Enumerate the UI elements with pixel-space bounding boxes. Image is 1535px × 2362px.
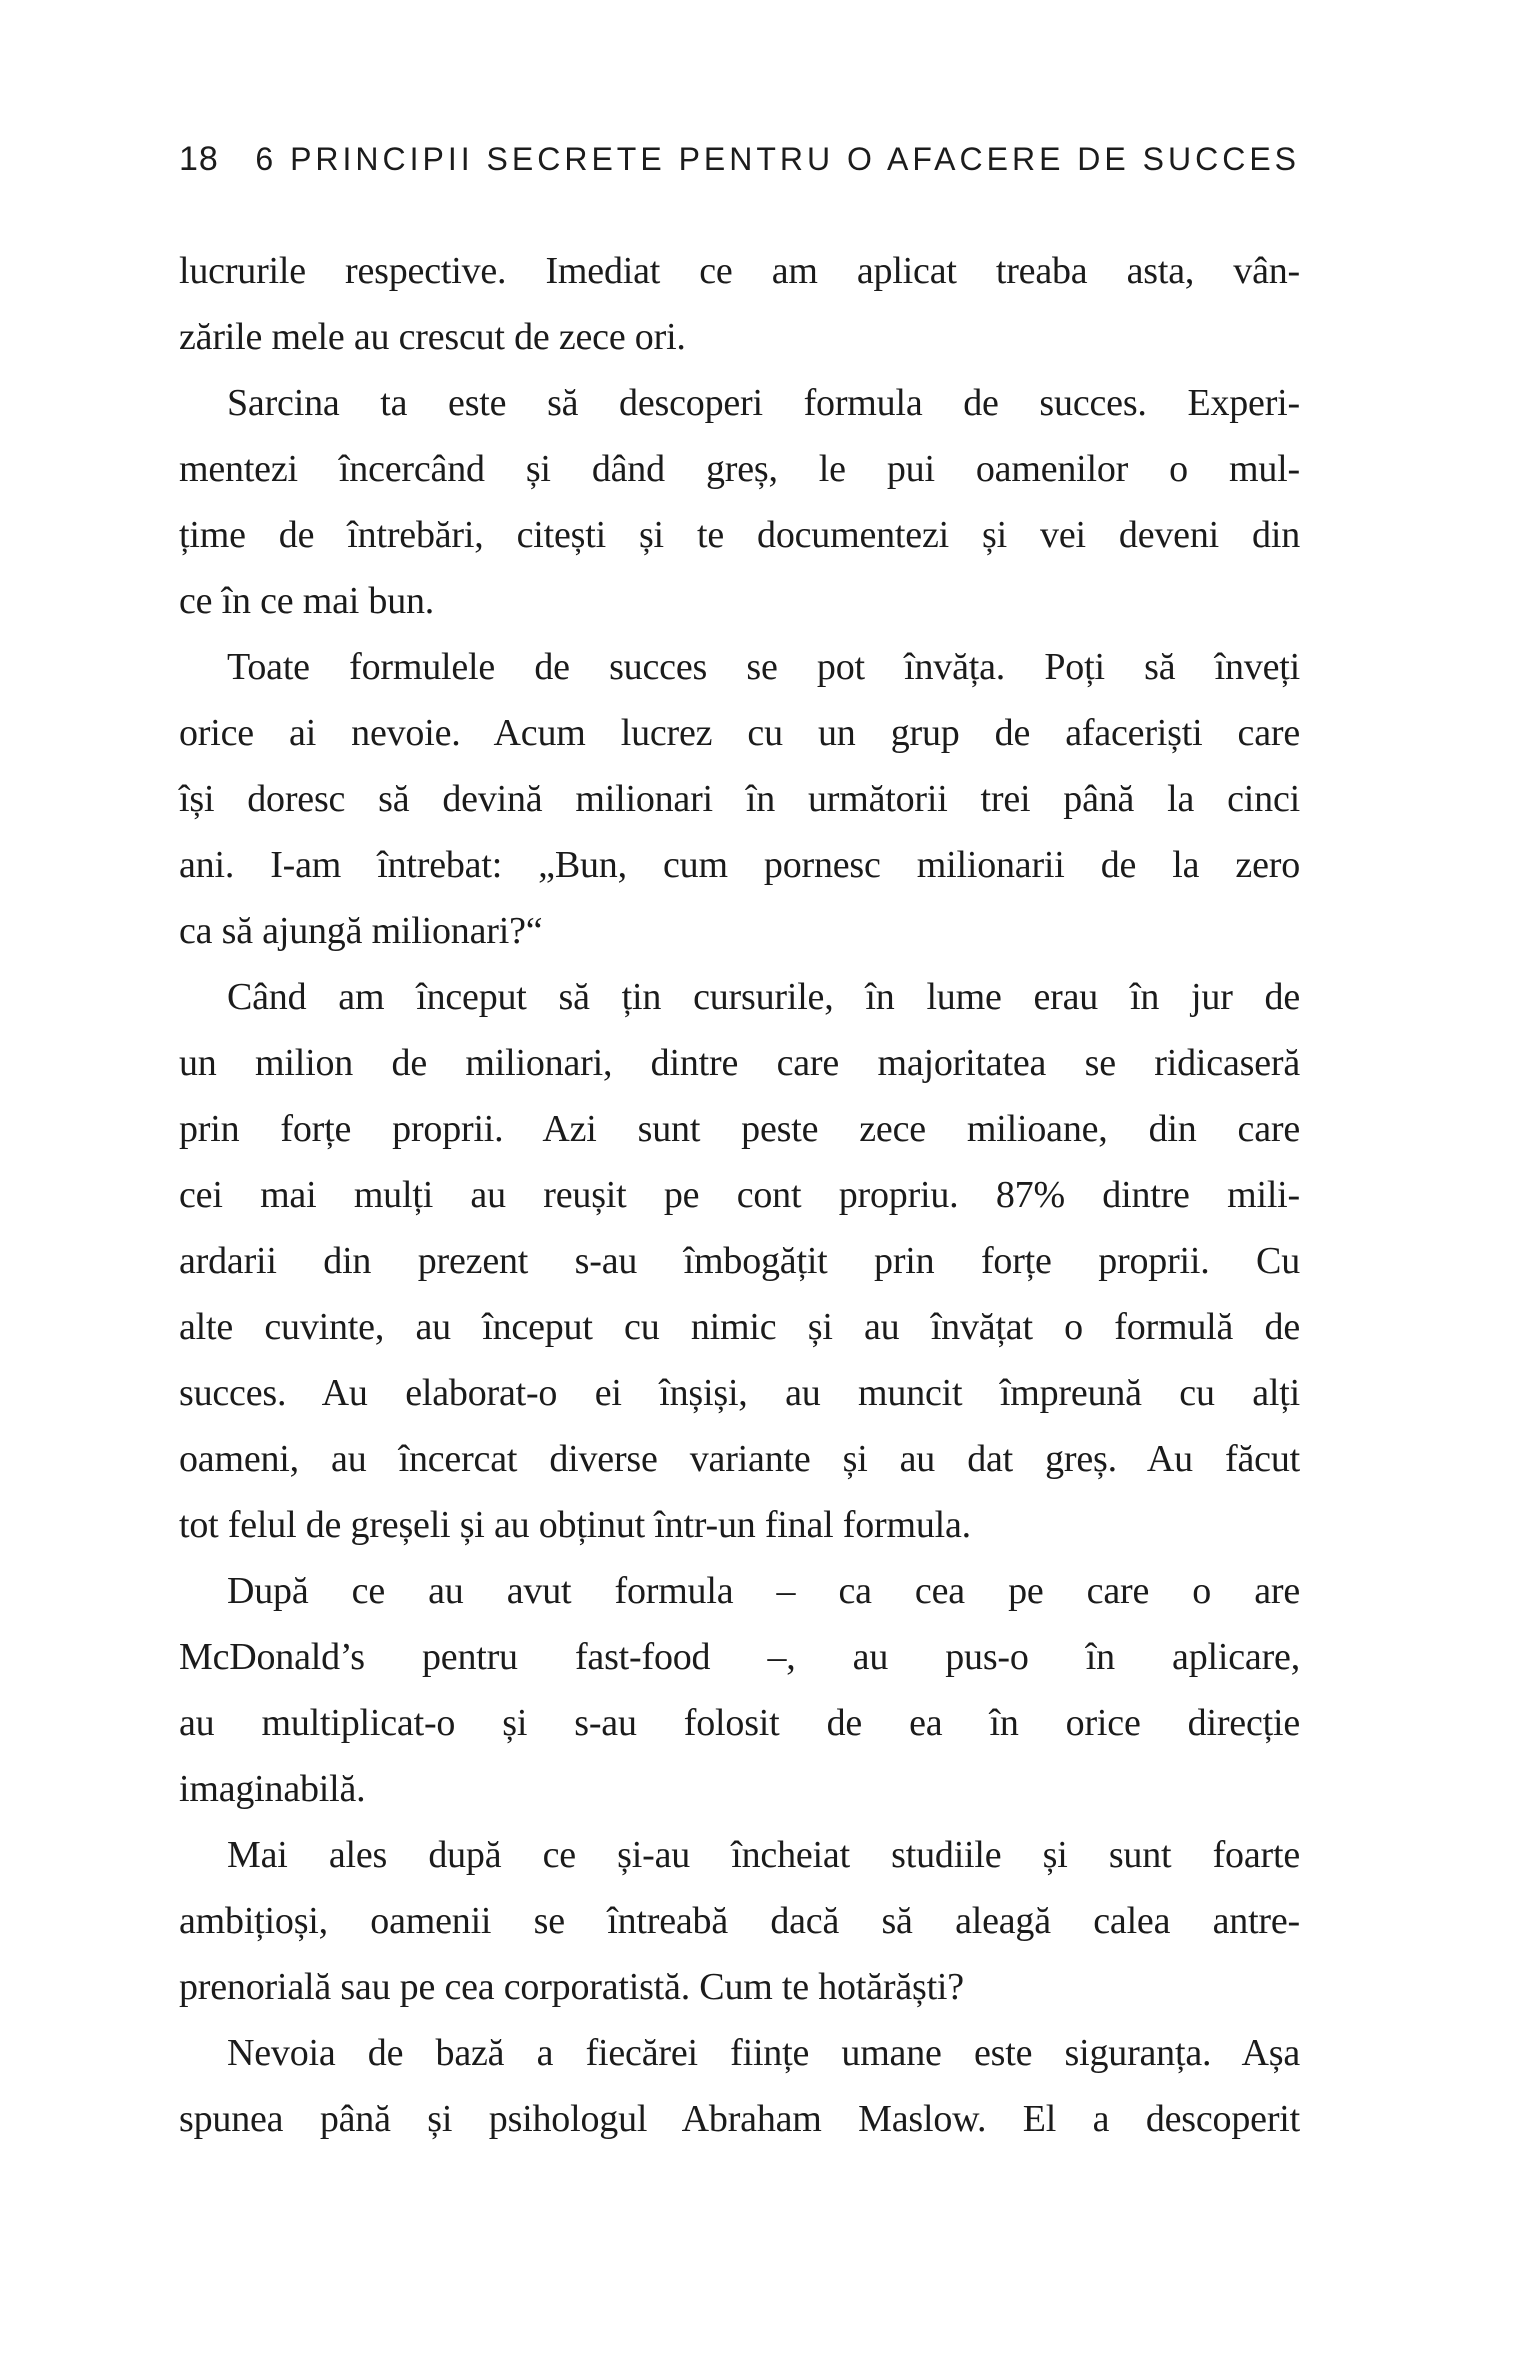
- body-text: [179, 238, 1300, 2152]
- text-line: își doresc să devină milionari în următorii trei până la cinci: [179, 778, 1300, 820]
- page-number: 18: [179, 140, 219, 178]
- text-line: cei mai mulți au reușit pe cont propriu. 87% dintre mili-: [179, 1174, 1300, 1216]
- text-line: lucrurile respective. Imediat ce am aplicat treaba asta, vân-: [179, 250, 1300, 292]
- paragraph: [179, 1822, 1300, 2020]
- text-line: ani. I-am întrebat: „Bun, cum pornesc milionarii de la zero: [179, 844, 1300, 886]
- text-line: ce în ce mai bun.: [179, 580, 435, 622]
- text-line: tot felul de greșeli și au obținut într-un final formula.: [179, 1504, 971, 1546]
- text-line: După ce au avut formula – ca cea pe care o are: [227, 1570, 1300, 1612]
- text-line: Nevoia de bază a fiecărei ființe umane este siguranța. Așa: [227, 2032, 1300, 2074]
- paragraph: [179, 1558, 1300, 1822]
- text-line: ca să ajungă milionari?“: [179, 910, 543, 952]
- page-header: [179, 140, 1300, 178]
- text-line: imaginabilă.: [179, 1768, 366, 1810]
- text-line: un milion de milionari, dintre care majoritatea se ridicaseră: [179, 1042, 1300, 1084]
- text-line: prenorială sau pe cea corporatistă. Cum te hotărăști?: [179, 1966, 964, 2008]
- text-line: succes. Au elaborat-o ei înșiși, au muncit împreună cu alți: [179, 1372, 1300, 1414]
- paragraph: [179, 634, 1300, 964]
- paragraph: [179, 238, 1300, 370]
- text-line: spunea până și psihologul Abraham Maslow. El a descoperit: [179, 2098, 1300, 2140]
- text-line: orice ai nevoie. Acum lucrez cu un grup de afaceriști care: [179, 712, 1300, 754]
- text-line: Toate formulele de succes se pot învăța. Poți să înveți: [227, 646, 1300, 688]
- paragraph: [179, 2020, 1300, 2152]
- paragraph: [179, 370, 1300, 634]
- text-line: Mai ales după ce și-au încheiat studiile și sunt foarte: [227, 1834, 1300, 1876]
- text-line: alte cuvinte, au început cu nimic și au învățat o formulă de: [179, 1306, 1300, 1348]
- text-line: zările mele au crescut de zece ori.: [179, 316, 686, 358]
- text-line: McDonald’s pentru fast-food –, au pus-o în aplicare,: [179, 1636, 1300, 1678]
- text-line: țime de întrebări, citești și te documentezi și vei deveni din: [179, 514, 1300, 556]
- paragraph: [179, 964, 1300, 1558]
- text-line: au multiplicat-o și s-au folosit de ea în orice direcție: [179, 1702, 1300, 1744]
- text-line: mentezi încercând și dând greș, le pui oamenilor o mul-: [179, 448, 1300, 490]
- text-line: prin forțe proprii. Azi sunt peste zece milioane, din care: [179, 1108, 1300, 1150]
- text-line: ambițioși, oamenii se întreabă dacă să aleagă calea antre-: [179, 1900, 1300, 1942]
- text-line: Sarcina ta este să descoperi formula de succes. Experi-: [227, 382, 1300, 424]
- text-line: ardarii din prezent s-au îmbogățit prin forțe proprii. Cu: [179, 1240, 1300, 1282]
- text-line: Când am început să țin cursurile, în lume erau în jur de: [227, 976, 1300, 1018]
- text-line: oameni, au încercat diverse variante și au dat greș. Au făcut: [179, 1438, 1300, 1480]
- running-title: 6 PRINCIPII SECRETE PENTRU O AFACERE DE SUCCES: [255, 141, 1300, 177]
